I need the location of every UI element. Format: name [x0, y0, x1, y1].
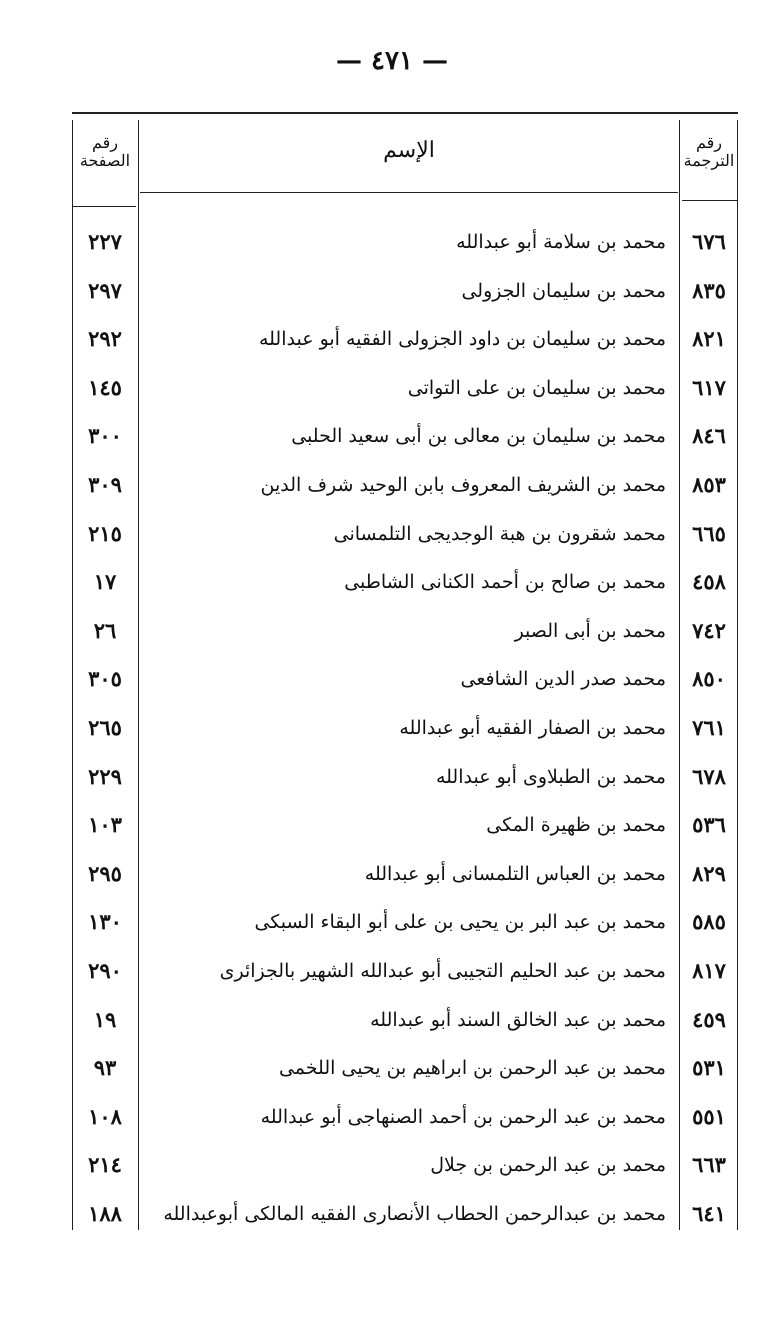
header-page-number: رقم الصفحة — [79, 133, 131, 170]
table-row — [72, 1094, 738, 1140]
person-name: محمد بن العباس التلمسانى أبو عبدالله — [364, 862, 666, 885]
table-row — [72, 948, 738, 994]
page-reference: ٢٩٠ — [88, 958, 122, 983]
tarjama-number: ٦٧٨ — [692, 763, 726, 789]
page-reference: ١٠٨ — [88, 1103, 122, 1129]
header-rule — [682, 200, 738, 201]
person-name: محمد بن سليمان بن معالى بن أبى سعيد الحلبى — [291, 425, 666, 448]
tarjama-number: ٤٥٨ — [692, 569, 726, 595]
page-reference: ١٣٠ — [88, 909, 122, 935]
page-reference: ٢٢٧ — [88, 229, 122, 254]
table-row — [72, 462, 738, 508]
page-reference: ٢٢٩ — [88, 763, 122, 789]
table-row — [72, 899, 738, 945]
tarjama-number: ٦٧٦ — [692, 229, 726, 254]
table-row — [72, 656, 738, 702]
table-row — [72, 268, 738, 314]
table-row — [72, 851, 738, 897]
page-reference: ٢٩٢ — [88, 326, 122, 352]
person-name: محمد صدر الدين الشافعى — [460, 668, 666, 691]
tarjama-number: ٥٥١ — [692, 1103, 726, 1129]
person-name: محمد بن سليمان الجزولى — [461, 279, 666, 302]
tarjama-number: ٦٦٣ — [692, 1152, 726, 1178]
page-reference: ٢٦٥ — [88, 715, 122, 740]
person-name: محمد بن عبد الرحمن بن ابراهيم بن يحيى اللخمى — [278, 1057, 666, 1080]
page-reference: ٢١٤ — [88, 1152, 122, 1178]
person-name: محمد بن عبد الرحمن بن أحمد الصنهاجى أبو عبدالله — [260, 1105, 666, 1128]
person-name: محمد بن عبد الرحمن بن جلال — [430, 1154, 666, 1177]
person-name: محمد بن سليمان بن على التواتى — [407, 376, 666, 399]
table-row — [72, 997, 738, 1043]
table-row — [72, 219, 738, 265]
person-name: محمد بن سليمان بن داود الجزولى الفقيه أبو عبدالله — [258, 328, 666, 351]
tarjama-number: ٨١٧ — [692, 958, 726, 983]
page-reference: ١٤٥ — [88, 374, 122, 400]
person-name: محمد بن عبد الحليم التجيبى أبو عبدالله الشهير بالجزائرى — [219, 960, 666, 982]
page-reference: ٢٩٥ — [88, 860, 122, 886]
header-name: الإسم — [383, 138, 435, 163]
table-row — [72, 511, 738, 557]
person-name: محمد بن صالح بن أحمد الكنانى الشاطبى — [344, 571, 666, 594]
header-rule — [72, 206, 136, 207]
index-table — [72, 112, 738, 1242]
table-row — [72, 705, 738, 751]
tarjama-number: ٤٥٩ — [692, 1006, 726, 1032]
header-rule — [140, 192, 678, 193]
page-reference: ٣٠٩ — [88, 472, 122, 497]
page-reference: ٩٣ — [93, 1055, 117, 1081]
person-name: محمد بن الطبلاوى أبو عبدالله — [435, 765, 666, 788]
table-top-rule — [72, 112, 738, 114]
tarjama-number: ٥٣٦ — [692, 812, 726, 838]
page-reference: ١٩ — [93, 1006, 117, 1032]
tarjama-number: ٦٤١ — [692, 1201, 726, 1226]
table-row — [72, 1142, 738, 1188]
table-row — [72, 1191, 738, 1237]
page-reference: ٢٩٧ — [88, 277, 122, 303]
tarjama-number: ٧٤٢ — [692, 617, 726, 643]
person-name: محمد بن ظهيرة المكى — [486, 814, 666, 837]
tarjama-number: ٨٢٩ — [692, 860, 726, 886]
table-row — [72, 802, 738, 848]
tarjama-number: ٨٤٦ — [692, 423, 726, 449]
page-reference: ٣٠٥ — [88, 666, 122, 692]
tarjama-number: ٦١٧ — [692, 374, 726, 400]
person-name: محمد بن عبد الخالق السند أبو عبدالله — [370, 1008, 666, 1031]
person-name: محمد بن عبدالرحمن الحطاب الأنصارى الفقيه المالكى أبوعبدالله — [163, 1203, 666, 1225]
header-tarjama-number: رقم الترجمة — [683, 133, 735, 170]
tarjama-number: ٨٣٥ — [692, 277, 726, 303]
tarjama-number: ٨٥٣ — [692, 472, 726, 497]
person-name: محمد بن الصفار الفقيه أبو عبدالله — [399, 717, 666, 739]
person-name: محمد بن عبد البر بن يحيى بن على أبو البقاء السبكى — [254, 911, 666, 934]
tarjama-number: ٨٢١ — [692, 326, 726, 352]
tarjama-number: ٨٥٠ — [692, 666, 726, 692]
person-name: محمد بن سلامة أبو عبدالله — [456, 231, 666, 253]
person-name: محمد بن الشريف المعروف بابن الوحيد شرف الدين — [260, 474, 666, 496]
tarjama-number: ٥٣١ — [692, 1055, 726, 1081]
table-row — [72, 754, 738, 800]
tarjama-number: ٦٦٥ — [692, 520, 726, 546]
page-reference: ١٠٣ — [88, 812, 122, 838]
table-row — [72, 365, 738, 411]
table-row — [72, 608, 738, 654]
page-number: — ٤٧١ — — [335, 46, 449, 76]
tarjama-number: ٥٨٥ — [692, 909, 726, 935]
person-name: محمد بن أبى الصبر — [514, 619, 666, 642]
page-reference: ٣٠٠ — [88, 423, 122, 449]
table-row — [72, 559, 738, 605]
tarjama-number: ٧٦١ — [692, 715, 726, 740]
table-row — [72, 413, 738, 459]
page-reference: ١٨٨ — [88, 1201, 122, 1226]
table-row — [72, 316, 738, 362]
table-row — [72, 1045, 738, 1091]
page-reference: ١٧ — [93, 569, 117, 595]
person-name: محمد شقرون بن هبة الوجديجى التلمسانى — [333, 522, 666, 545]
page-reference: ٢٦ — [93, 617, 117, 643]
page-reference: ٢١٥ — [88, 520, 122, 546]
